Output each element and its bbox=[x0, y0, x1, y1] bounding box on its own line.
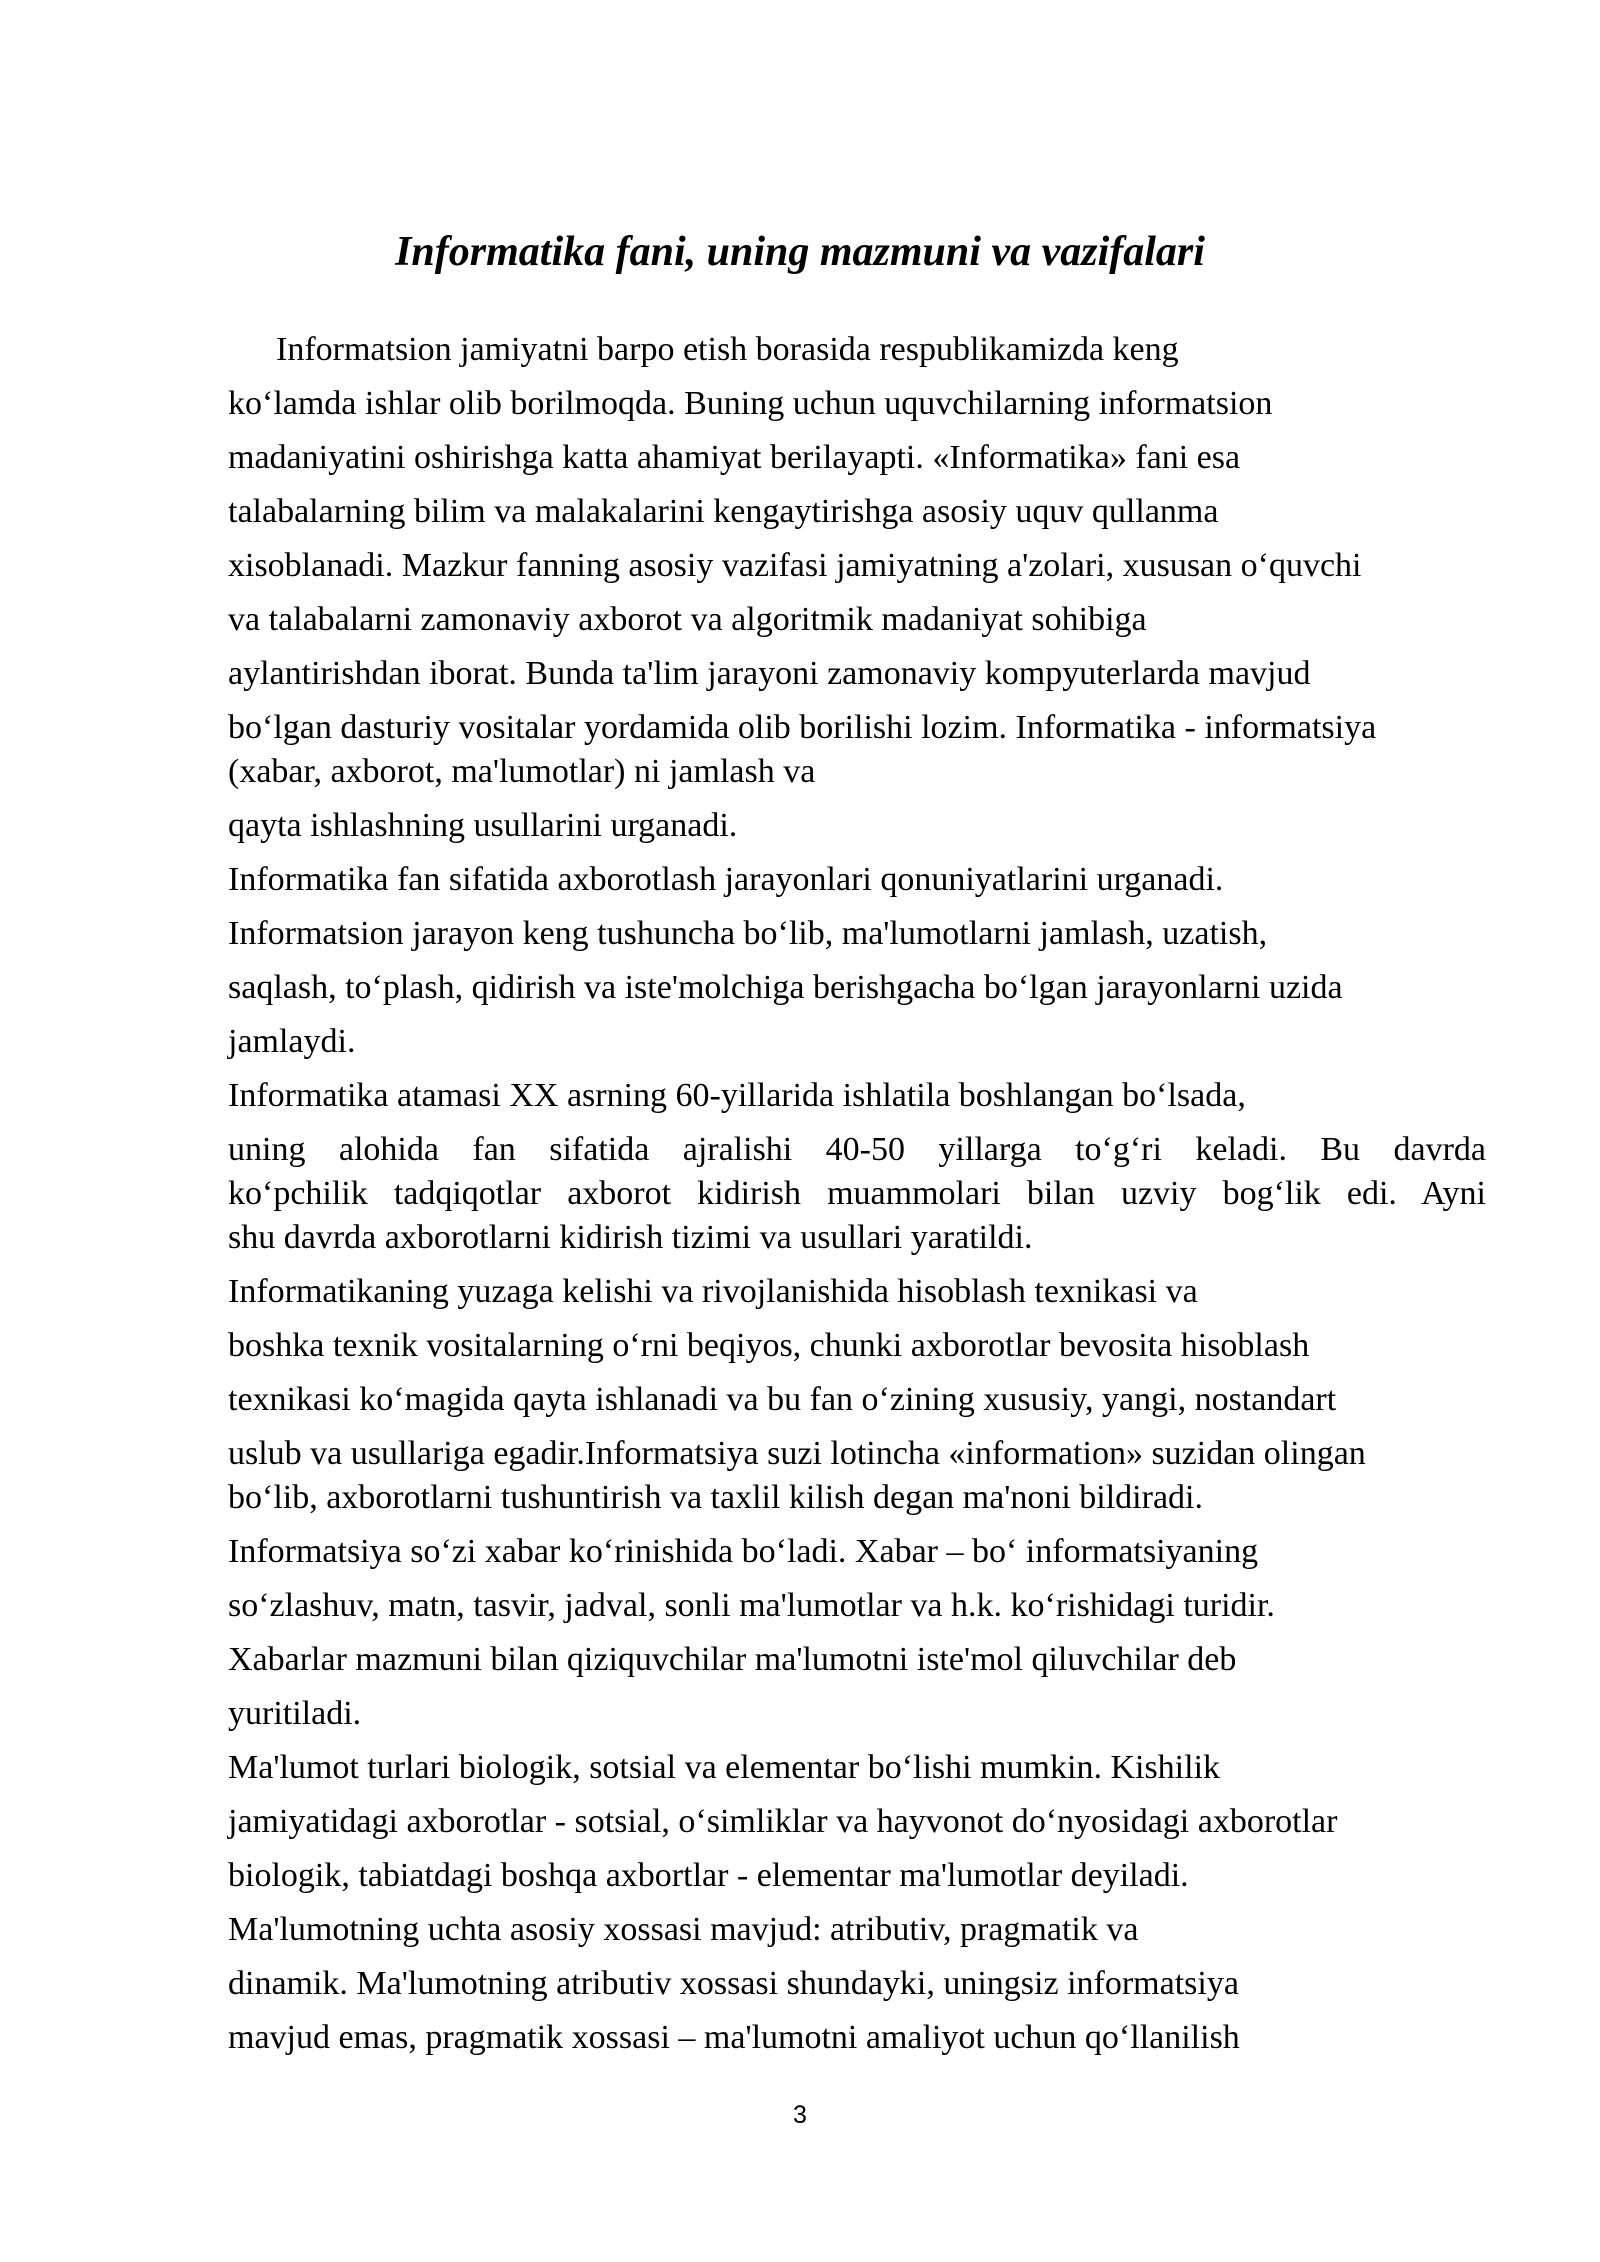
text-line: Informatika atamasi XX asrning 60-yillarida ishlatila boshlangan bo‘lsada, bbox=[228, 1077, 1246, 1114]
text-line: mavjud emas, pragmatik xossasi – ma'lumotni amaliyot uchun qo‘llanilish bbox=[228, 2019, 1240, 2056]
text-line: bo‘lgan dasturiy vositalar yordamida olib borilishi lozim. Informatika - informatsiya bbox=[228, 709, 1377, 746]
text-line: uslub va usullariga egadir.Informatsiya suzi lotincha «information» suzidan olingan bbox=[228, 1435, 1366, 1472]
text-line: jamlaydi. bbox=[228, 1023, 356, 1060]
text-line: saqlash, to‘plash, qidirish va iste'molchiga berishgacha bo‘lgan jarayonlarni uzida bbox=[228, 969, 1343, 1006]
text-line: Informatsion jarayon keng tushuncha bo‘lib, ma'lumotlarni jamlash, uzatish, bbox=[228, 915, 1268, 952]
text-line: so‘zlashuv, matn, tasvir, jadval, sonli ma'lumotlar va h.k. ko‘rishidagi turidir. bbox=[228, 1587, 1275, 1624]
text-line: Xabarlar mazmuni bilan qiziquvchilar ma'lumotni iste'mol qiluvchilar deb bbox=[228, 1641, 1237, 1678]
text-line: va talabalarni zamonaviy axborot va algoritmik madaniyat sohibiga bbox=[228, 601, 1147, 638]
text-line: madaniyatini oshirishga katta ahamiyat berilayapti. «Informatika» fani esa bbox=[228, 439, 1241, 476]
text-line: Ma'lumotning uchta asosiy xossasi mavjud: atributiv, pragmatik va bbox=[228, 1911, 1139, 1948]
text-line: talabalarning bilim va malakalarini kengaytirishga asosiy uquv qullanma bbox=[228, 493, 1219, 530]
text-line: uning alohida fan sifatida ajralishi 40-50 yillarga to‘g‘ri keladi. Bu davrda bbox=[228, 1131, 1486, 1168]
text-line: dinamik. Ma'lumotning atributiv xossasi shundayki, uningsiz informatsiya bbox=[228, 1965, 1239, 2002]
text-line: Informatsiya so‘zi xabar ko‘rinishida bo‘ladi. Xabar – bo‘ informatsiyaning bbox=[228, 1533, 1259, 1570]
text-line: Informatikaning yuzaga kelishi va rivojlanishida hisoblash texnikasi va bbox=[228, 1273, 1198, 1310]
text-line: ko‘pchilik tadqiqotlar axborot kidirish muammolari bilan uzviy bog‘lik edi. Ayni bbox=[228, 1175, 1486, 1212]
text-line: Informatsion jamiyatni barpo etish borasida respublikamizda keng bbox=[276, 331, 1179, 368]
text-line: boshka texnik vositalarning o‘rni beqiyos, chunki axborotlar bevosita hisoblash bbox=[228, 1327, 1310, 1364]
text-line: bo‘lib, axborotlarni tushuntirish va taxlil kilish degan ma'noni bildiradi. bbox=[228, 1479, 1203, 1516]
page-number: 3 bbox=[793, 2101, 807, 2129]
text-line: biologik, tabiatdagi boshqa axbortlar - elementar ma'lumotlar deyiladi. bbox=[228, 1857, 1189, 1894]
text-line: xisoblanadi. Mazkur fanning asosiy vazifasi jamiyatning a'zolari, xususan o‘quvchi bbox=[228, 547, 1362, 584]
text-line: Informatika fan sifatida axborotlash jarayonlari qonuniyatlarini urganadi. bbox=[228, 861, 1224, 898]
text-line: yuritiladi. bbox=[228, 1695, 362, 1732]
page-title: Informatika fani, uning mazmuni va vazifalari bbox=[395, 229, 1205, 275]
text-line: qayta ishlashning usullarini urganadi. bbox=[228, 807, 738, 844]
text-line: shu davrda axborotlarni kidirish tizimi va usullari yaratildi. bbox=[228, 1219, 1033, 1256]
body-text bbox=[228, 328, 1528, 2060]
text-line: ko‘lamda ishlar olib borilmoqda. Buning uchun uquvchilarning informatsion bbox=[228, 385, 1273, 422]
text-line: aylantirishdan iborat. Bunda ta'lim jarayoni zamonaviy kompyuterlarda mavjud bbox=[228, 655, 1311, 692]
text-line: Ma'lumot turlari biologik, sotsial va elementar bo‘lishi mumkin. Kishilik bbox=[228, 1749, 1221, 1786]
text-line: texnikasi ko‘magida qayta ishlanadi va bu fan o‘zining xususiy, yangi, nostandart bbox=[228, 1381, 1337, 1418]
text-line: (xabar, axborot, ma'lumotlar) ni jamlash va bbox=[228, 753, 816, 790]
text-line: jamiyatidagi axborotlar - sotsial, o‘simliklar va hayvonot do‘nyosidagi axborotlar bbox=[228, 1803, 1338, 1840]
